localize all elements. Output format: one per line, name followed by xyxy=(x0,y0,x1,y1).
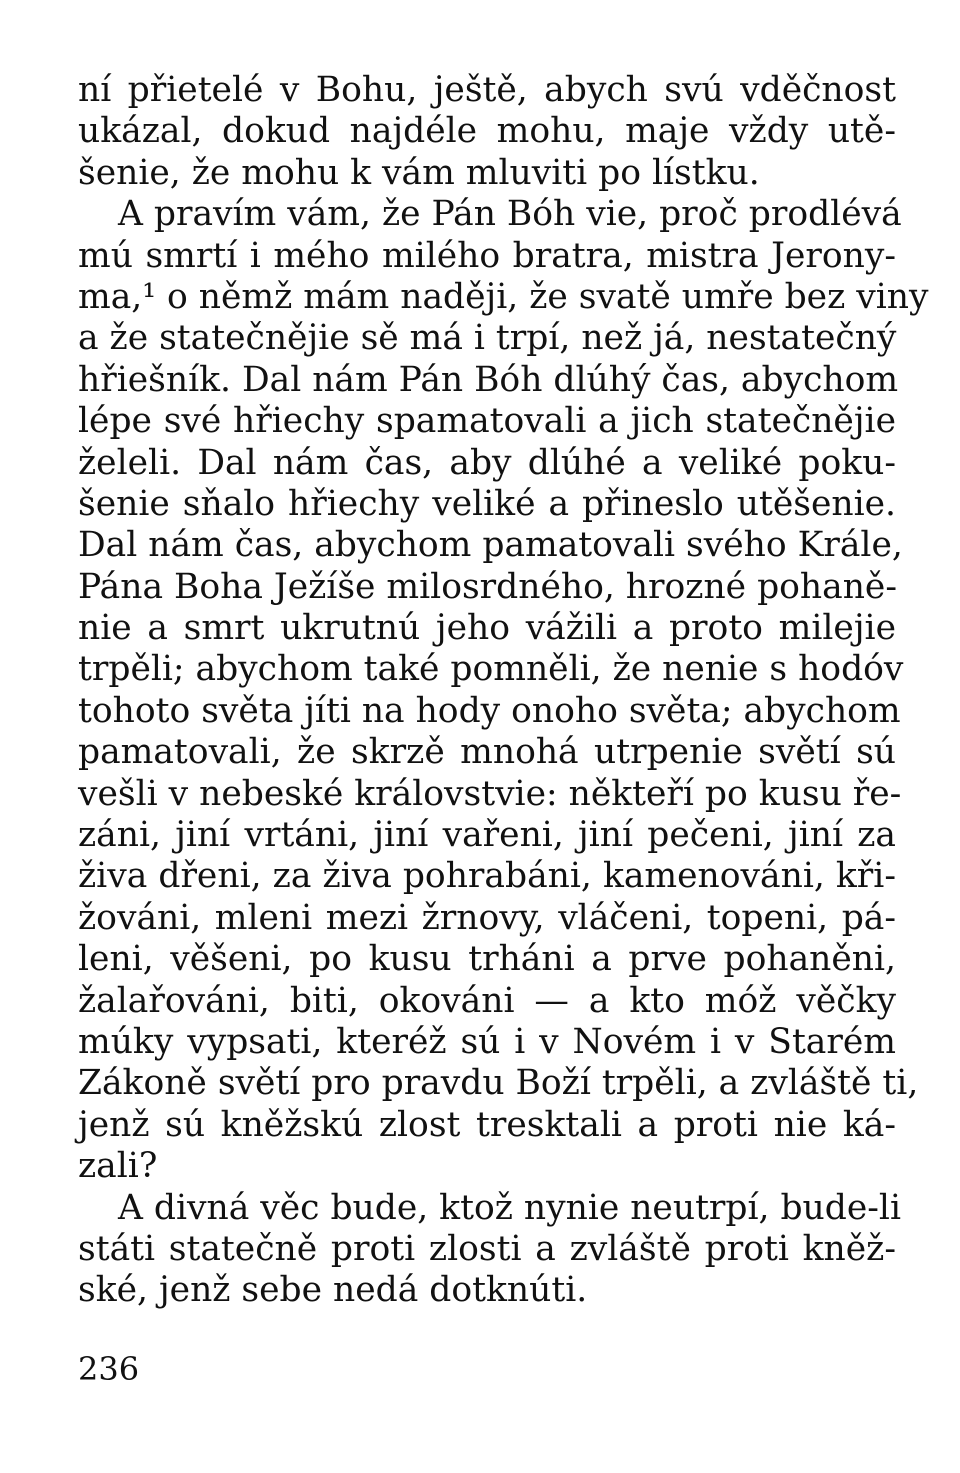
text-line: záni, jiní vrtáni, jiní vařeni, jiní pečeni, jiní za xyxy=(78,815,896,856)
text-line: žováni, mleni mezi žrnovy, vláčeni, topeni, pá- xyxy=(78,897,896,938)
page-body xyxy=(78,70,929,1312)
text-line: A pravím vám, že Pán Bóh vie, proč prodlévá xyxy=(118,194,902,235)
text-line: hřiešník. Dal nám Pán Bóh dlúhý čas, abychom xyxy=(78,359,899,400)
text-line: leni, věšeni, po kusu trháni a prve pohaněni, xyxy=(78,939,896,980)
text-line: státi statečně proti zlosti a zvláště proti kněž- xyxy=(78,1228,896,1269)
text-line: Pána Boha Ježíše milosrdného, hrozné pohaně- xyxy=(78,566,898,607)
text-line: nie a smrt ukrutnú jeho vážili a proto milejie xyxy=(78,608,896,649)
text-line: múky vypsati, kteréž sú i v Novém i v Starém xyxy=(78,1021,896,1062)
text-line: A divná věc bude, ktož nynie neutrpí, bude-li xyxy=(118,1187,902,1228)
text-line: žalařováni, biti, okováni — a kto móž věčky xyxy=(78,980,896,1021)
text-line: vešli v nebeské královstvie: někteří po kusu ře- xyxy=(78,773,902,814)
text-line: zali? xyxy=(78,1146,158,1187)
text-line: trpěli; abychom také pomněli, že nenie s hodóv xyxy=(78,649,904,690)
text-line: mú smrtí i mého milého bratra, mistra Jerony- xyxy=(78,235,896,276)
text-line: ukázal, dokud najdéle mohu, maje vždy utě- xyxy=(78,111,896,152)
text-line: šenie, že mohu k vám mluviti po lístku. xyxy=(78,152,760,193)
text-line: želeli. Dal nám čas, aby dlúhé a veliké poku- xyxy=(78,442,896,483)
text-line: pamatovali, že skrzě mnohá utrpenie světí sú xyxy=(78,732,896,773)
text-line: lépe své hřiechy spamatovali a jich statečnějie xyxy=(78,401,896,442)
text-line: Dal nám čas, abychom pamatovali svého Krále, xyxy=(78,525,903,566)
text-line: a že statečnějie sě má i trpí, než já, nestatečný xyxy=(78,318,897,359)
text-line: Zákoně světí pro pravdu Boží trpěli, a zvláště ti, xyxy=(78,1063,919,1104)
text-line: šenie sňalo hřiechy veliké a přineslo utěšenie. xyxy=(78,483,896,524)
text-line: ma,¹ o němž mám naději, že svatě umře bez viny xyxy=(78,276,929,317)
text-line: tohoto světa jíti na hody onoho světa; abychom xyxy=(78,690,901,731)
text-line: živa dřeni, za živa pohrabáni, kamenováni, kři- xyxy=(78,856,896,897)
text-line: jenž sú kněžskú zlost tresktali a proti nie ká- xyxy=(78,1104,896,1145)
text-line: ní přietelé v Bohu, ještě, abych svú vděčnost xyxy=(78,70,896,110)
page-number: 236 xyxy=(78,1350,140,1388)
text-line: ské, jenž sebe nedá dotknúti. xyxy=(78,1270,588,1311)
